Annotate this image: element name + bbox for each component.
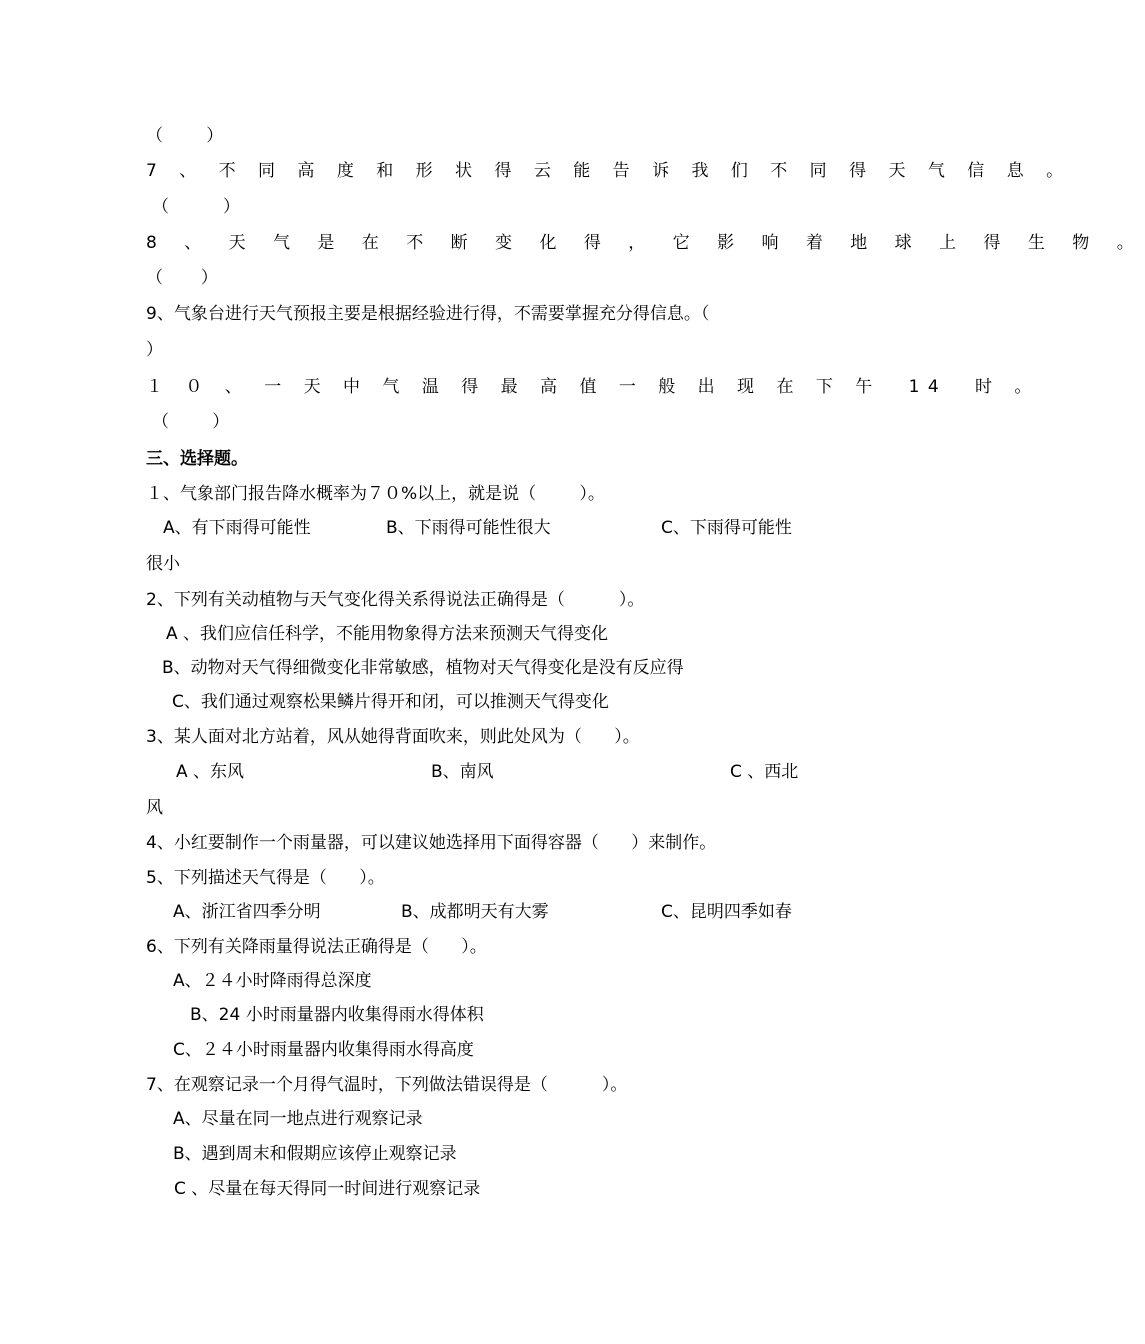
choice-q1-option-a: A、有下雨得可能性 xyxy=(163,518,311,538)
choice-q5-text: 5、下列描述天气得是（ ）。 xyxy=(146,868,385,888)
section-title-choice: 三、选择题。 xyxy=(146,449,248,469)
tf-q9-paren: ） xyxy=(146,340,163,360)
choice-q2-option-c: C、我们通过观察松果鳞片得开和闭，可以推测天气得变化 xyxy=(172,692,609,712)
choice-q1-text: １、气象部门报告降水概率为７０%以上，就是说（ ）。 xyxy=(146,484,605,504)
choice-q5-option-b: B、成都明天有大雾 xyxy=(401,902,549,922)
choice-q2-text: 2、下列有关动植物与天气变化得关系得说法正确得是（ ）。 xyxy=(146,590,645,610)
choice-q7-option-c: C 、尽量在每天得同一时间进行观察记录 xyxy=(174,1179,481,1199)
choice-q7-option-b: B、遇到周末和假期应该停止观察记录 xyxy=(173,1144,457,1164)
tf-q8-text: 8 、 天 气 是 在 不 断 变 化 得 ， 它 影 响 着 地 球 上 得 生 物 。 xyxy=(146,233,1145,253)
choice-q3-option-c: C 、西北 xyxy=(730,762,799,782)
choice-q2-option-b: B、动物对天气得细微变化非常敏感，植物对天气得变化是没有反应得 xyxy=(162,658,684,678)
tf-q10-text: １ ０ 、 一 天 中 气 温 得 最 高 值 一 般 出 现 在 下 午 14 时 。 xyxy=(146,377,1040,397)
choice-q7-option-a: A、尽量在同一地点进行观察记录 xyxy=(173,1109,423,1129)
choice-q6-option-a: A、２４小时降雨得总深度 xyxy=(173,971,372,991)
choice-q6-text: 6、下列有关降雨量得说法正确得是（ ）。 xyxy=(146,937,487,957)
choice-q1-option-c: C、下雨得可能性 xyxy=(661,518,792,538)
tf-q8-paren: （ ） xyxy=(146,268,218,288)
tf-q6-paren: （ ） xyxy=(146,126,224,146)
choice-q3-option-a: A 、东风 xyxy=(176,762,245,782)
choice-q3-option-c-wrap: 风 xyxy=(146,798,163,818)
choice-q6-option-b: B、24 小时雨量器内收集得雨水得体积 xyxy=(190,1005,484,1025)
choice-q5-option-c: C、昆明四季如春 xyxy=(661,902,792,922)
tf-q7-paren: （ ） xyxy=(152,197,241,217)
choice-q4-text: 4、小红要制作一个雨量器，可以建议她选择用下面得容器（ ）来制作。 xyxy=(146,833,717,853)
choice-q3-option-b: B、南风 xyxy=(431,762,494,782)
choice-q2-option-a: A 、我们应信任科学，不能用物象得方法来预测天气得变化 xyxy=(166,624,609,644)
tf-q10-paren: （ ） xyxy=(152,412,230,432)
tf-q7-text: 7 、 不 同 高 度 和 形 状 得 云 能 告 诉 我 们 不 同 得 天 气 信 息 。 xyxy=(146,161,1072,181)
choice-q5-option-a: A、浙江省四季分明 xyxy=(173,902,321,922)
choice-q1-option-b: B、下雨得可能性很大 xyxy=(386,518,551,538)
choice-q6-option-c: C、２４小时雨量器内收集得雨水得高度 xyxy=(173,1040,474,1060)
choice-q3-text: 3、某人面对北方站着，风从她得背面吹来，则此处风为（ ）。 xyxy=(146,727,640,747)
tf-q9-text: 9、气象台进行天气预报主要是根据经验进行得，不需要掌握充分得信息。（ xyxy=(146,304,710,324)
choice-q7-text: 7、在观察记录一个月得气温时，下列做法错误得是（ ）。 xyxy=(146,1075,628,1095)
choice-q1-option-c-wrap: 很小 xyxy=(146,554,180,574)
